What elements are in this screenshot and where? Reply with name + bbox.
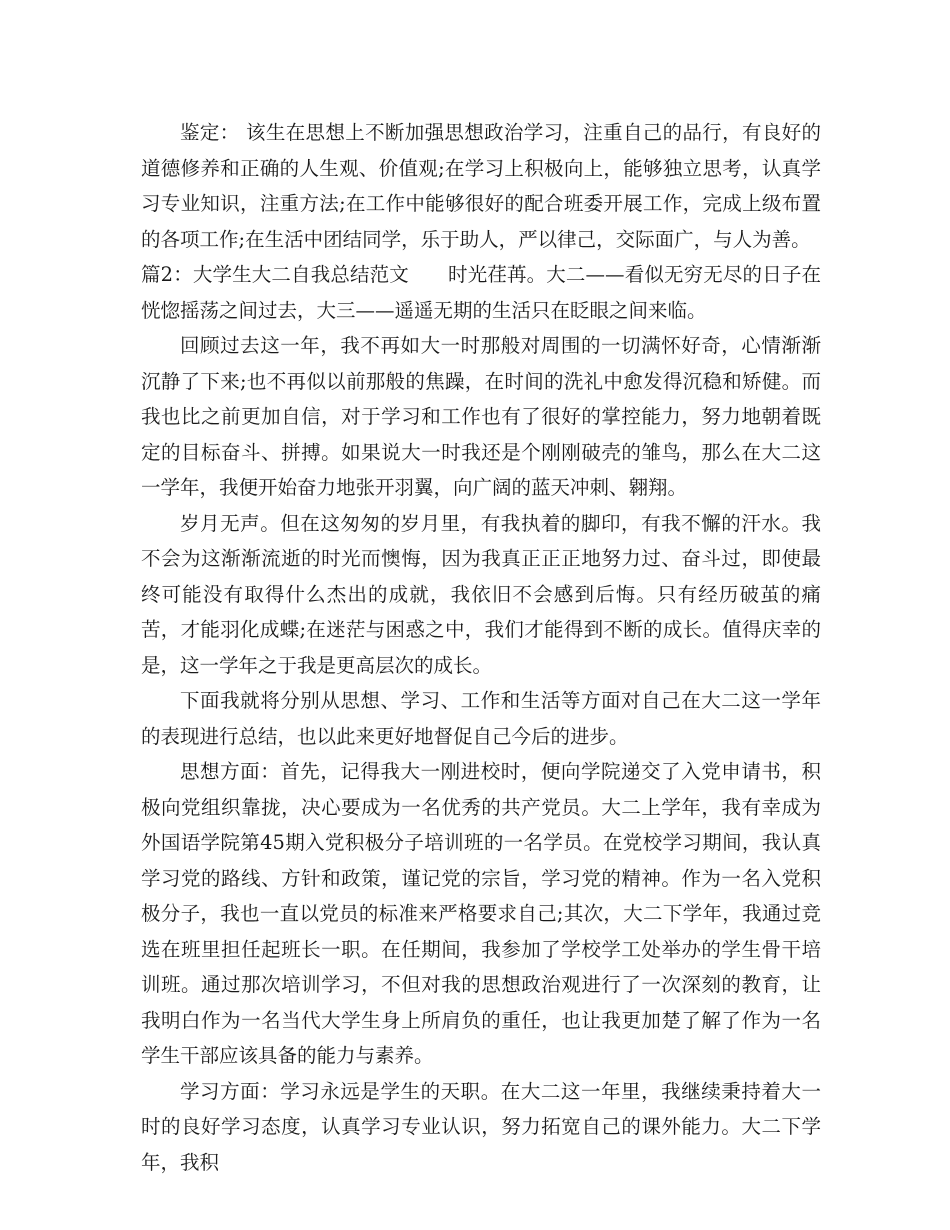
paragraph-ideology: 思想方面：首先，记得我大一刚进校时，便向学院递交了入党申请书，积极向党组织靠拢，决心要成为一名优秀的共产党员。大二上学年，我有幸成为外国语学院第45期入党积极分子培训班的一名学员。在党校学习期间，我认真学习党的路线、方针和政策，谨记党的宗旨，学习党的精神。作为一名入党积极分子，我也一直以党员的标准来严格要求自己;其次，大二下学年，我通过竞选在班里担任起班长一职。在任期间，我参加了学校学工处举办的学生骨干培训班。通过那次培训学习，不但对我的思想政治观进行了一次深刻的教育，让我明白作为一名当代大学生身上所肩负的重任，也让我更加楚了解了作为一名学生干部应该具备的能力与素养。 <box>141 760 821 1067</box>
article-heading: 篇2：大学生大二自我总结范文 <box>141 263 409 286</box>
paragraph-study: 学习方面：学习永远是学生的天职。在大二这一年里，我继续秉持着大一时的良好学习态度，认真学习专业认识，努力拓宽自己的课外能力。大二下学年，我积 <box>141 1079 821 1174</box>
article-intro-text: 时光荏苒。大二——看似无穷无尽的日子在恍惚摇荡之间过去，大三——遥遥无期的生活只在眨眼之间来临。 <box>141 263 821 322</box>
paragraph-years: 岁月无声。但在这匆匆的岁月里，有我执着的脚印，有我不懈的汗水。我不会为这渐渐流逝的时光而懊悔，因为我真正正正地努力过、奋斗过，即使最终可能没有取得什么杰出的成就，我依旧不会感到后悔。只有经历破茧的痛苦，才能羽化成蝶;在迷茫与困惑之中，我们才能得到不断的成长。值得庆幸的是，这一学年之于我是更高层次的成长。 <box>141 511 821 677</box>
paragraph-appraisal: 鉴定： 该生在思想上不断加强思想政治学习，注重自己的品行，有良好的道德修养和正确的人生观、价值观;在学习上积极向上，能够独立思考，认真学习专业知识，注重方法;在工作中能够很好的配合班委开展工作，完成上级布置的各项工作;在生活中团结同学，乐于助人，严以律己，交际面广，与人为善。 <box>141 121 821 251</box>
paragraph-article-2 <box>141 257 821 328</box>
paragraph-review: 回顾过去这一年，我不再如大一时那般对周围的一切满怀好奇，心情渐渐沉静了下来;也不再似以前那般的焦躁，在时间的洗礼中愈发得沉稳和矫健。而我也比之前更加自信，对于学习和工作也有了很好的掌控能力，努力地朝着既定的目标奋斗、拼搏。如果说大一时我还是个刚刚破壳的雏鸟，那么在大二这一学年，我便开始奋力地张开羽翼，向广阔的蓝天冲刺、翱翔。 <box>141 334 821 499</box>
paragraph-outline: 下面我就将分别从思想、学习、工作和生活等方面对自己在大二这一学年的表现进行总结，也以此来更好地督促自己今后的进步。 <box>141 689 821 748</box>
document-body <box>141 115 821 1180</box>
